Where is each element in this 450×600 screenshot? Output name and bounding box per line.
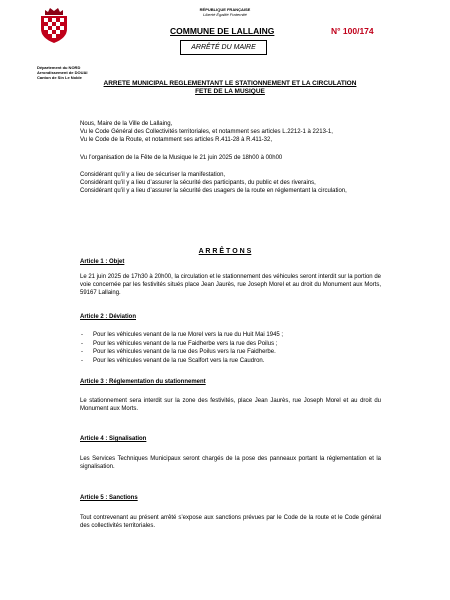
deviation-list <box>80 331 380 365</box>
article-5-title: Article 5 : Sanctions <box>80 495 138 501</box>
preamble-line-1: Nous, Maire de la Ville de Lallaing, <box>80 121 173 127</box>
deviation-item: - Pour les véhicules venant de la rue des Poilus vers la rue Faidherbe. <box>80 348 380 357</box>
republic-motto: Liberté Égalité Fraternité <box>203 12 247 17</box>
article-2-title: Article 2 : Déviation <box>80 314 137 320</box>
commune-name: COMMUNE DE LALLAING <box>170 26 275 36</box>
considerant-1: Considérant qu’il y a lieu de sécuriser la manifestation, <box>80 172 226 178</box>
admin-line-department: Département du NORD <box>37 65 81 70</box>
article-1-text: Le 21 juin 2025 de 17h30 à 20h00, la circulation et le stationnement des véhicules seront interdit sur la portion de voie concernée par les festivités situés place Jean Jaurès, rue Joseph Morel et au droit du Monument aux Morts, 59167 Lallaing. <box>80 274 381 297</box>
article-4-text: Les Services Techniques Municipaux seront chargés de la pose des panneaux portant la réglementation et la signalisation. <box>80 456 381 471</box>
article-3-text: Le stationnement sera interdit sur la zone des festivités, place Jean Jaurès, rue Joseph Morel et au droit du Monument aux Morts. <box>80 398 381 413</box>
considerant-3: Considérant qu’il y a lieu d’assurer la sécurité des usagers de la route en réglementant la circulation, <box>80 188 347 195</box>
title-line-1: ARRETE MUNICIPAL REGLEMENTANT LE STATIONNEMENT ET LA CIRCULATION <box>103 80 357 87</box>
preamble-line-3: Vu le Code de la Route, et notamment ses articles R.411-28 à R.411-32, <box>80 137 272 143</box>
republic-header <box>175 7 275 17</box>
arretons-heading: A R R Ê T O N S <box>198 248 252 255</box>
preamble-vu-organisation: Vu l’organisation de la Fête de la Musique le 21 juin 2025 de 18h00 à 00h00 <box>80 155 283 161</box>
considerants-block <box>80 171 381 196</box>
republic-label: RÉPUBLIQUE FRANÇAISE <box>199 7 251 12</box>
deviation-item: - Pour les véhicules venant de la rue Faidherbe vers la rue des Poilus ; <box>80 340 380 349</box>
arrete-number: N° 100/174 <box>331 26 374 36</box>
article-4-title: Article 4 : Signalisation <box>80 436 147 442</box>
preamble-line-2: Vu le Code Général des Collectivités territoriales, et notamment ses articles L.2212-1 à 2213-1, <box>80 129 333 135</box>
arrete-du-maire-box: ARRÊTÉ DU MAIRE <box>180 40 267 55</box>
deviation-item: - Pour les véhicules venant de la rue Scalfort vers la rue Caudron. <box>80 357 380 366</box>
considerant-2: Considérant qu’il y a lieu d’assurer la sécurité des participants, du public et des riverains, <box>80 180 316 187</box>
coat-of-arms-emblem <box>38 7 70 44</box>
document-title <box>60 80 400 96</box>
admin-line-canton: Canton de Sin Le Noble <box>37 75 82 80</box>
article-3-title: Article 3 : Réglementation du stationnement <box>80 379 206 385</box>
admin-line-arrondissement: Arrondissement de DOUAI <box>37 70 88 75</box>
deviation-item: - Pour les véhicules venant de la rue Morel vers la rue du Huit Mai 1945 ; <box>80 331 380 340</box>
admin-info-block <box>37 65 117 80</box>
article-1-title: Article 1 : Objet <box>80 259 125 265</box>
title-line-2: FETE DE LA MUSIQUE <box>195 88 265 95</box>
preamble-intro <box>80 120 380 144</box>
article-5-text: Tout contrevenant au présent arrêté s’expose aux sanctions prévues par le Code de la route et le Code général des collectivités territoriales. <box>80 515 381 530</box>
